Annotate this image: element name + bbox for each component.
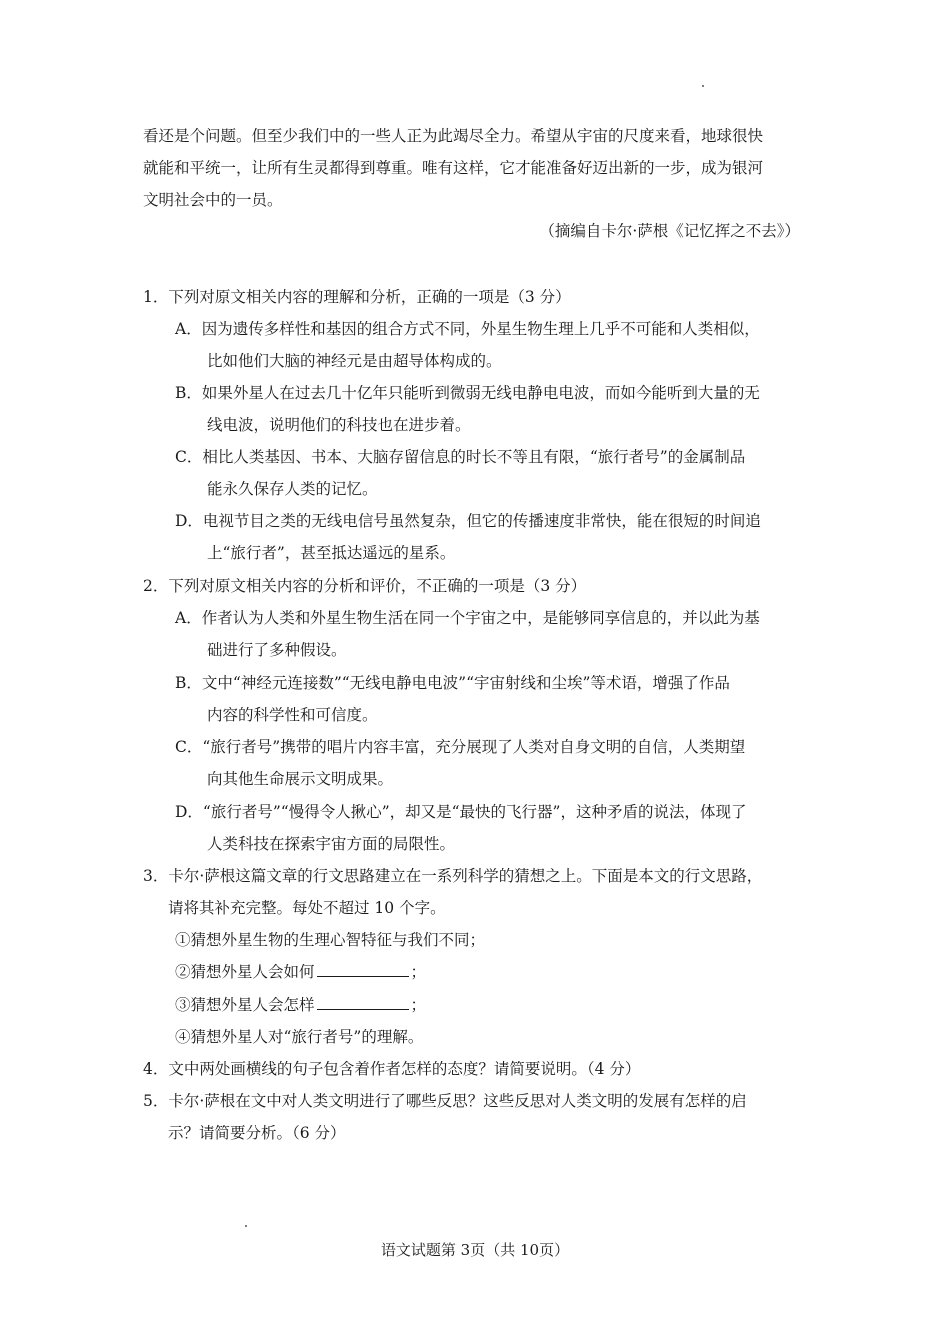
question-1-option-c-cont: 能永久保存人类的记忆。 <box>207 480 378 498</box>
question-2-option-a: A．作者认为人类和外星生物生活在同一个宇宙之中，是能够同享信息的，并以此为基 <box>175 609 760 627</box>
question-2-option-c: C．“旅行者号”携带的唱片内容丰富，充分展现了人类对自身文明的自信，人类期望 <box>175 738 746 756</box>
question-2-option-d: D．“旅行者号”“慢得令人揪心”，却又是“最快的飞行器”，这种矛盾的说法，体现了 <box>175 803 747 821</box>
answer-blank[interactable] <box>317 995 409 1010</box>
passage-line-1: 看还是个问题。但至少我们中的一些人正为此竭尽全力。希望从宇宙的尺度来看，地球很快 <box>143 127 764 145</box>
passage-source: （摘编自卡尔·萨根《记忆挥之不去》） <box>539 222 800 240</box>
question-2-option-a-cont: 础进行了多种假设。 <box>207 641 347 659</box>
question-3-item-2-end: ； <box>410 963 427 981</box>
question-5-stem: 5．卡尔·萨根在文中对人类文明进行了哪些反思？这些反思对人类文明的发展有怎样的启 <box>143 1092 747 1110</box>
scan-dot <box>245 1225 247 1227</box>
question-3-stem-cont: 请将其补充完整。每处不超过 10 个字。 <box>168 899 446 917</box>
passage-line-2: 就能和平统一，让所有生灵都得到尊重。唯有这样，它才能准备好迈出新的一步，成为银河 <box>143 159 764 177</box>
question-1-option-d: D．电视节目之类的无线电信号虽然复杂，但它的传播速度非常快，能在很短的时间追 <box>175 512 761 530</box>
passage-line-3: 文明社会中的一员。 <box>143 191 283 209</box>
question-4-stem: 4．文中两处画横线的句子包含着作者怎样的态度？请简要说明。（4 分） <box>143 1060 641 1078</box>
question-3-stem: 3．卡尔·萨根这篇文章的行文思路建立在一系列科学的猜想之上。下面是本文的行文思路， <box>143 867 763 885</box>
question-2-option-d-cont: 人类科技在探索宇宙方面的局限性。 <box>207 835 456 853</box>
question-3-item-4: ④猜想外星人对“旅行者号”的理解。 <box>175 1028 424 1046</box>
question-1-option-b-cont: 线电波，说明他们的科技也在进步着。 <box>207 416 471 434</box>
question-3-item-3 <box>175 995 426 1015</box>
scan-dot <box>702 85 704 87</box>
question-1-option-c: C．相比人类基因、书本、大脑存留信息的时长不等且有限，“旅行者号”的金属制品 <box>175 448 746 466</box>
question-1-option-b: B．如果外星人在过去几十亿年只能听到微弱无线电静电电波，而如今能听到大量的无 <box>175 384 760 402</box>
question-5-stem-cont: 示？请简要分析。（6 分） <box>168 1124 346 1142</box>
question-1-option-d-cont: 上“旅行者”，甚至抵达遥远的星系。 <box>207 544 456 562</box>
question-3-item-3-end: ； <box>410 996 427 1014</box>
question-1-stem: 1．下列对原文相关内容的理解和分析，正确的一项是（3 分） <box>143 288 571 306</box>
page-footer: 语文试题第 3页（共 10页） <box>380 1241 570 1259</box>
question-2-option-b: B．文中“神经元连接数”“无线电静电电波”“宇宙射线和尘埃”等术语，增强了作品 <box>175 674 730 692</box>
question-1-option-a: A．因为遗传多样性和基因的组合方式不同，外星生物生理上几乎不可能和人类相似， <box>175 320 760 338</box>
answer-blank[interactable] <box>317 962 409 977</box>
question-1-option-a-cont: 比如他们大脑的神经元是由超导体构成的。 <box>207 352 502 370</box>
question-3-item-1: ①猜想外星生物的生理心智特征与我们不同； <box>175 931 486 949</box>
question-2-option-c-cont: 向其他生命展示文明成果。 <box>207 770 394 788</box>
question-3-item-2 <box>175 962 426 982</box>
question-2-option-b-cont: 内容的科学性和可信度。 <box>207 706 378 724</box>
question-3-item-3-text: ③猜想外星人会怎样 <box>175 996 315 1014</box>
question-2-stem: 2．下列对原文相关内容的分析和评价，不正确的一项是（3 分） <box>143 577 587 595</box>
question-3-item-2-text: ②猜想外星人会如何 <box>175 963 315 981</box>
